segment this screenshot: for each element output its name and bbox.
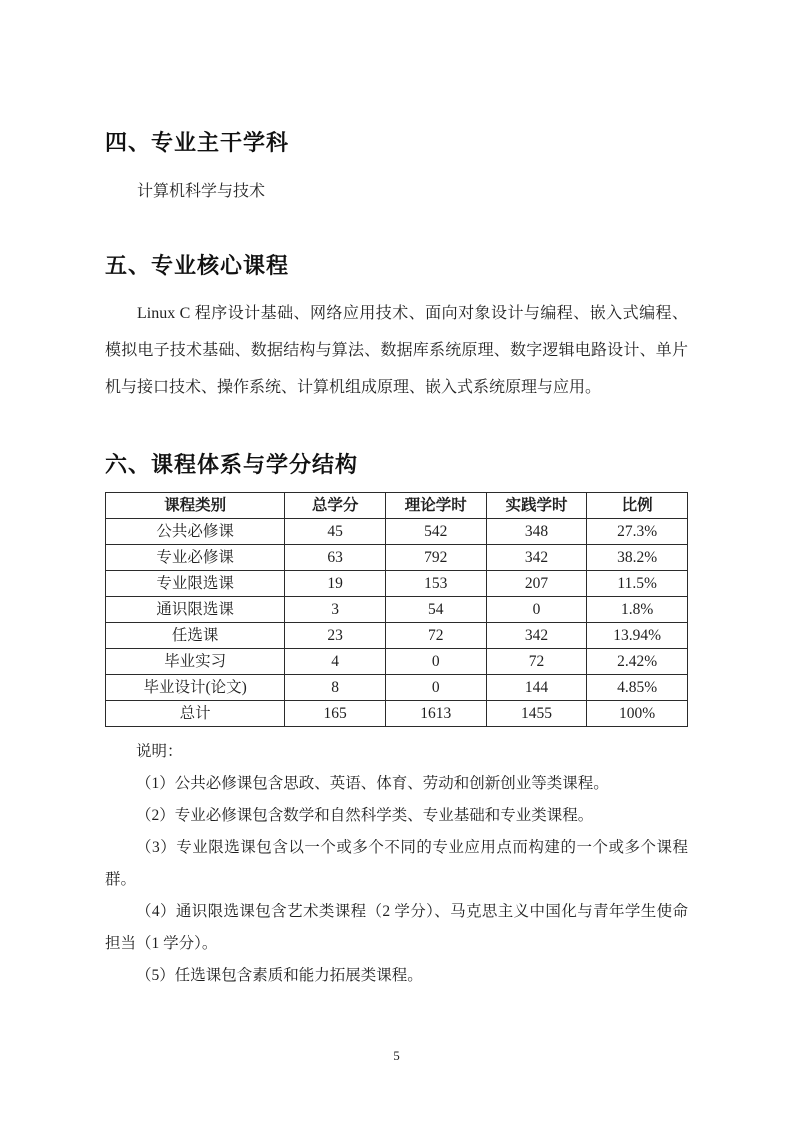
notes-label: 说明： [136, 743, 183, 760]
table-cell: 8 [285, 675, 386, 701]
note-item: （4）通识限选课包含艺术类课程（2 学分）、马克思主义中国化与青年学生使命担当（1 学分）。 [105, 903, 688, 952]
table-cell: 153 [385, 571, 486, 597]
note-item: （5）任选课包含素质和能力拓展类课程。 [136, 967, 423, 984]
table-row [106, 597, 688, 623]
table-row [106, 623, 688, 649]
section-4-content: 计算机科学与技术 [137, 183, 266, 200]
note-item: （1）公共必修课包含思政、英语、体育、劳动和创新创业等类课程。 [136, 775, 609, 792]
table-cell: 72 [486, 649, 587, 675]
table-cell: 0 [385, 649, 486, 675]
table-cell: 207 [486, 571, 587, 597]
table-cell: 45 [285, 519, 386, 545]
table-cell: 13.94% [587, 623, 688, 649]
table-row [106, 571, 688, 597]
table-cell: 165 [285, 701, 386, 727]
table-row [106, 675, 688, 701]
table-cell: 100% [587, 701, 688, 727]
table-row [106, 701, 688, 727]
table-cell: 54 [385, 597, 486, 623]
table-cell: 4.85% [587, 675, 688, 701]
table-cell: 792 [385, 545, 486, 571]
table-cell: 公共必修课 [106, 519, 285, 545]
note-item: （3）专业限选课包含以一个或多个不同的专业应用点而构建的一个或多个课程群。 [105, 839, 688, 888]
table-cell: 4 [285, 649, 386, 675]
table-row [106, 545, 688, 571]
table-header-cell: 理论学时 [385, 493, 486, 519]
table-header-cell: 课程类别 [106, 493, 285, 519]
section-6-heading: 六、课程体系与学分结构 [105, 452, 359, 477]
table-cell: 348 [486, 519, 587, 545]
table-cell: 0 [486, 597, 587, 623]
table-cell: 542 [385, 519, 486, 545]
table-row [106, 649, 688, 675]
table-cell: 专业必修课 [106, 545, 285, 571]
section-5-heading: 五、专业核心课程 [105, 253, 290, 278]
table-cell: 11.5% [587, 571, 688, 597]
table-header-cell: 实践学时 [486, 493, 587, 519]
section-4-heading: 四、专业主干学科 [105, 130, 290, 155]
table-cell: 38.2% [587, 545, 688, 571]
table-cell: 72 [385, 623, 486, 649]
table-row [106, 519, 688, 545]
table-cell: 342 [486, 545, 587, 571]
table-header-row [106, 493, 688, 519]
table-cell: 144 [486, 675, 587, 701]
table-cell: 通识限选课 [106, 597, 285, 623]
table-cell: 27.3% [587, 519, 688, 545]
table-cell: 专业限选课 [106, 571, 285, 597]
credit-table [105, 492, 688, 727]
table-cell: 1455 [486, 701, 587, 727]
table-header-cell: 总学分 [285, 493, 386, 519]
table-cell: 任选课 [106, 623, 285, 649]
table-cell: 毕业设计(论文) [106, 675, 285, 701]
table-cell: 342 [486, 623, 587, 649]
table-cell: 1.8% [587, 597, 688, 623]
table-cell: 23 [285, 623, 386, 649]
table-cell: 毕业实习 [106, 649, 285, 675]
notes-list [105, 768, 688, 992]
table-cell: 19 [285, 571, 386, 597]
table-cell: 63 [285, 545, 386, 571]
table-cell: 1613 [385, 701, 486, 727]
table-header-cell: 比例 [587, 493, 688, 519]
table-cell: 2.42% [587, 649, 688, 675]
section-5-paragraph: Linux C 程序设计基础、网络应用技术、面向对象设计与编程、嵌入式编程、模拟电子技术基础、数据结构与算法、数据库系统原理、数字逻辑电路设计、单片机与接口技术、操作系统、计算机组成原理、嵌入式系统原理与应用。 [105, 305, 688, 396]
table-cell: 3 [285, 597, 386, 623]
page-number: 5 [393, 1048, 400, 1063]
table-cell: 0 [385, 675, 486, 701]
note-item: （2）专业必修课包含数学和自然科学类、专业基础和专业类课程。 [136, 807, 594, 824]
table-cell: 总计 [106, 701, 285, 727]
